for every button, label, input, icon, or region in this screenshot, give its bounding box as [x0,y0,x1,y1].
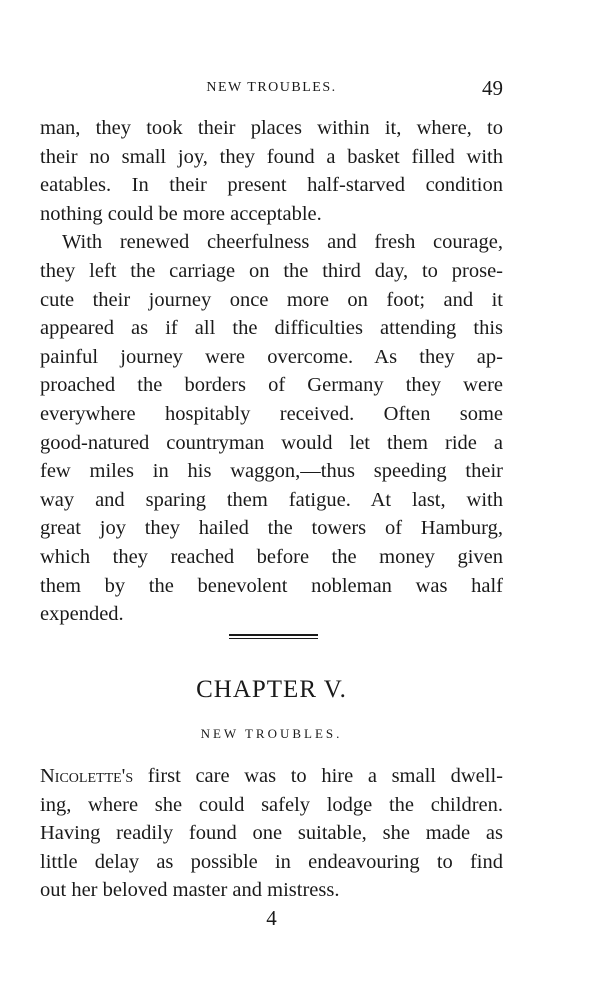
text-line: eatables. In their present half-starved condition [40,174,503,197]
text-line: everywhere hospitably received. Often some [40,402,503,425]
text-line: ing, where she could safely lodge the children. [40,793,503,816]
chapter-text [40,762,503,905]
text-line [40,762,503,791]
chapter-first-word: Nicolette's [40,765,134,787]
text-line: little delay as possible in endeavouring to find [40,850,503,873]
chapter-title: CHAPTER V. [196,676,347,703]
text-line-rest: first care was to hire a small dwell- [147,765,503,787]
text-line: With renewed cheerfulness and fresh courage, [62,231,503,254]
running-head [40,76,503,100]
text-line: out her beloved master and mistress. [40,879,340,902]
page-number: 49 [482,76,503,100]
text-line: proached the borders of Germany they were [40,374,503,397]
text-line: nothing could be more acceptable. [40,202,322,225]
section-divider-thin [229,638,318,639]
text-line: good-natured countryman would let them ride a [40,431,503,454]
text-line: expended. [40,603,124,626]
running-title: NEW TROUBLES. [206,80,337,95]
text-line: Having readily found one suitable, she made as [40,822,503,845]
text-line: them by the benevolent nobleman was half [40,574,503,597]
text-line: which they reached before the money given [40,545,503,568]
text-line: way and sparing them fatigue. At last, with [40,488,503,511]
text-line: few miles in his waggon,—thus speeding their [40,460,503,483]
signature-mark: 4 [266,906,277,930]
text-line: cute their journey once more on foot; and it [40,288,503,311]
paragraph-2 [40,228,503,628]
body-text [40,114,503,629]
text-line: appeared as if all the difficulties attending this [40,317,503,340]
text-line: they left the carriage on the third day, to prose- [40,259,503,282]
text-line: their no small joy, they found a basket filled with [40,145,503,168]
text-line: painful journey were overcome. As they ap- [40,345,503,368]
section-divider [229,634,318,636]
chapter-subtitle: NEW TROUBLES. [200,726,343,741]
paragraph-1 [40,114,503,228]
text-line: man, they took their places within it, where, to [40,117,503,139]
text-line: great joy they hailed the towers of Hamburg, [40,517,503,540]
